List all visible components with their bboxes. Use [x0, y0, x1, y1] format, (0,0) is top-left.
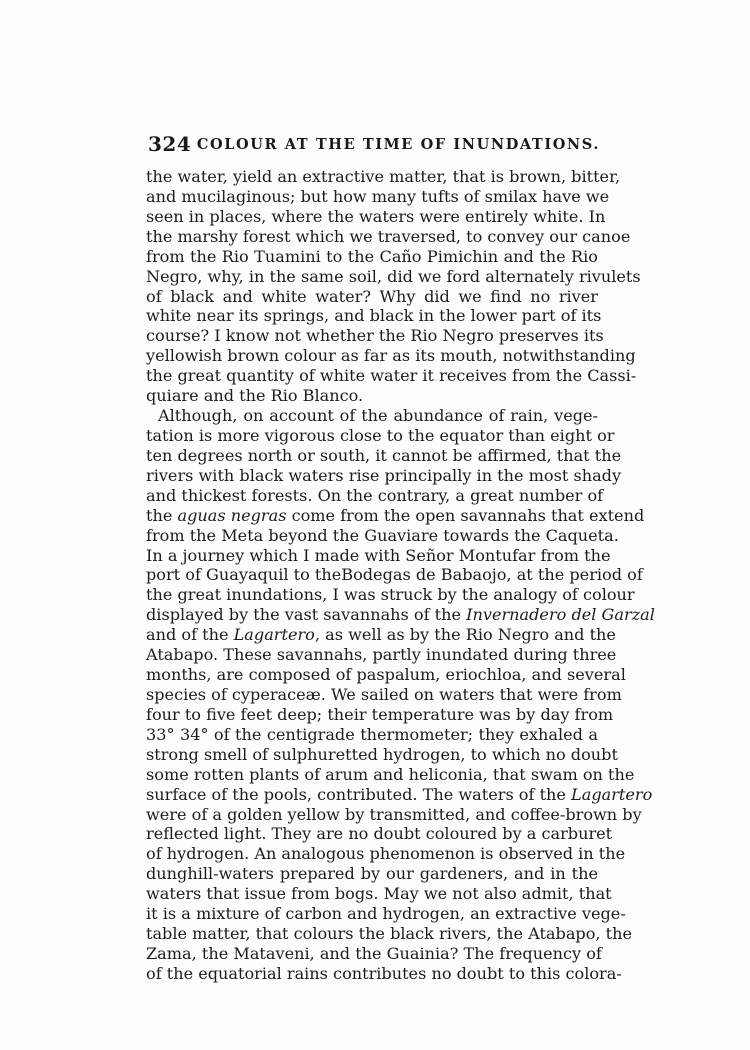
text-line: the aguas negras come from the open savannahs that extend	[146, 505, 645, 525]
running-head: COLOUR AT THE TIME OF INUNDATIONS.	[196, 136, 600, 153]
text-line: from the Meta beyond the Guaviare towards the Caqueta.	[146, 525, 619, 545]
text-line: from the Rio Tuamini to the Caño Pimichin and the Rio	[146, 246, 598, 266]
text-line: the great inundations, I was struck by the analogy of colour	[146, 585, 635, 605]
text-line: of the equatorial rains contributes no doubt to this colora-	[146, 963, 622, 983]
text-line: seen in places, where the waters were entirely white. In	[146, 206, 606, 226]
text-line: yellowish brown colour as far as its mouth, notwithstanding	[146, 346, 636, 366]
text-line: months, are composed of paspalum, eriochloa, and several	[146, 665, 626, 685]
text-line: waters that issue from bogs. May we not also admit, that	[146, 884, 612, 904]
text-line: table matter, that colours the black rivers, the Atabapo, the	[146, 924, 632, 944]
text-line: species of cyperaceæ. We sailed on waters that were from	[146, 684, 622, 704]
text-line: dunghill-waters prepared by our gardeners, and in the	[146, 864, 598, 884]
text-line: Zama, the Mataveni, and the Guainia? The frequency of	[146, 943, 602, 963]
text-line: quiare and the Rio Blanco.	[146, 386, 364, 406]
page-number: 324	[148, 132, 192, 156]
text-line: of black and white water? Why did we find no river	[146, 286, 598, 306]
text-line: Negro, why, in the same soil, did we ford alternately rivulets	[146, 266, 641, 286]
text-line: the water, yield an extractive matter, that is brown, bitter,	[146, 167, 621, 186]
text-line: and thickest forests. On the contrary, a great number of	[146, 485, 604, 505]
text-line: surface of the pools, contributed. The waters of the Lagartero	[146, 784, 653, 804]
text-line: the marshy forest which we traversed, to convey our canoe	[146, 226, 631, 246]
text-line: four to five feet deep; their temperature was by day from	[146, 704, 614, 724]
text-line: some rotten plants of arum and heliconia, that swam on the	[146, 764, 635, 784]
text-line: ten degrees north or south, it cannot be affirmed, that the	[146, 445, 622, 465]
text-line: In a journey which I made with Señor Montufar from the	[146, 545, 611, 565]
text-line: the great quantity of white water it receives from the Cassi-	[146, 366, 637, 386]
text-line: of hydrogen. An analogous phenomenon is observed in the	[146, 844, 626, 864]
text-line: tation is more vigorous close to the equator than eight or	[146, 425, 615, 445]
text-line: and mucilaginous; but how many tufts of smilax have we	[146, 186, 610, 206]
text-line: reflected light. They are no doubt coloured by a carburet	[146, 824, 613, 844]
page-header	[148, 132, 600, 162]
text-line: course? I know not whether the Rio Negro preserves its	[146, 326, 604, 346]
text-line: and of the Lagartero, as well as by the Rio Negro and the	[146, 625, 616, 645]
text-line: rivers with black waters rise principally in the most shady	[146, 465, 622, 485]
text-line: were of a golden yellow by transmitted, and coffee-brown by	[146, 804, 642, 824]
text-line: Although, on account of the abundance of rain, vege-	[158, 406, 598, 426]
text-line: Atabapo. These savannahs, partly inundated during three	[146, 645, 617, 665]
text-line: displayed by the vast savannahs of the Invernadero del Garzal	[146, 605, 655, 625]
body-text	[146, 167, 655, 984]
text-line: it is a mixture of carbon and hydrogen, an extractive vege-	[146, 904, 626, 924]
text-line: port of Guayaquil to theBodegas de Babaojo, at the period of	[146, 565, 643, 585]
text-line: white near its springs, and black in the lower part of its	[146, 306, 602, 326]
text-line: strong smell of sulphuretted hydrogen, to which no doubt	[146, 744, 618, 764]
text-line: 33° 34° of the centigrade thermometer; they exhaled a	[146, 724, 598, 744]
